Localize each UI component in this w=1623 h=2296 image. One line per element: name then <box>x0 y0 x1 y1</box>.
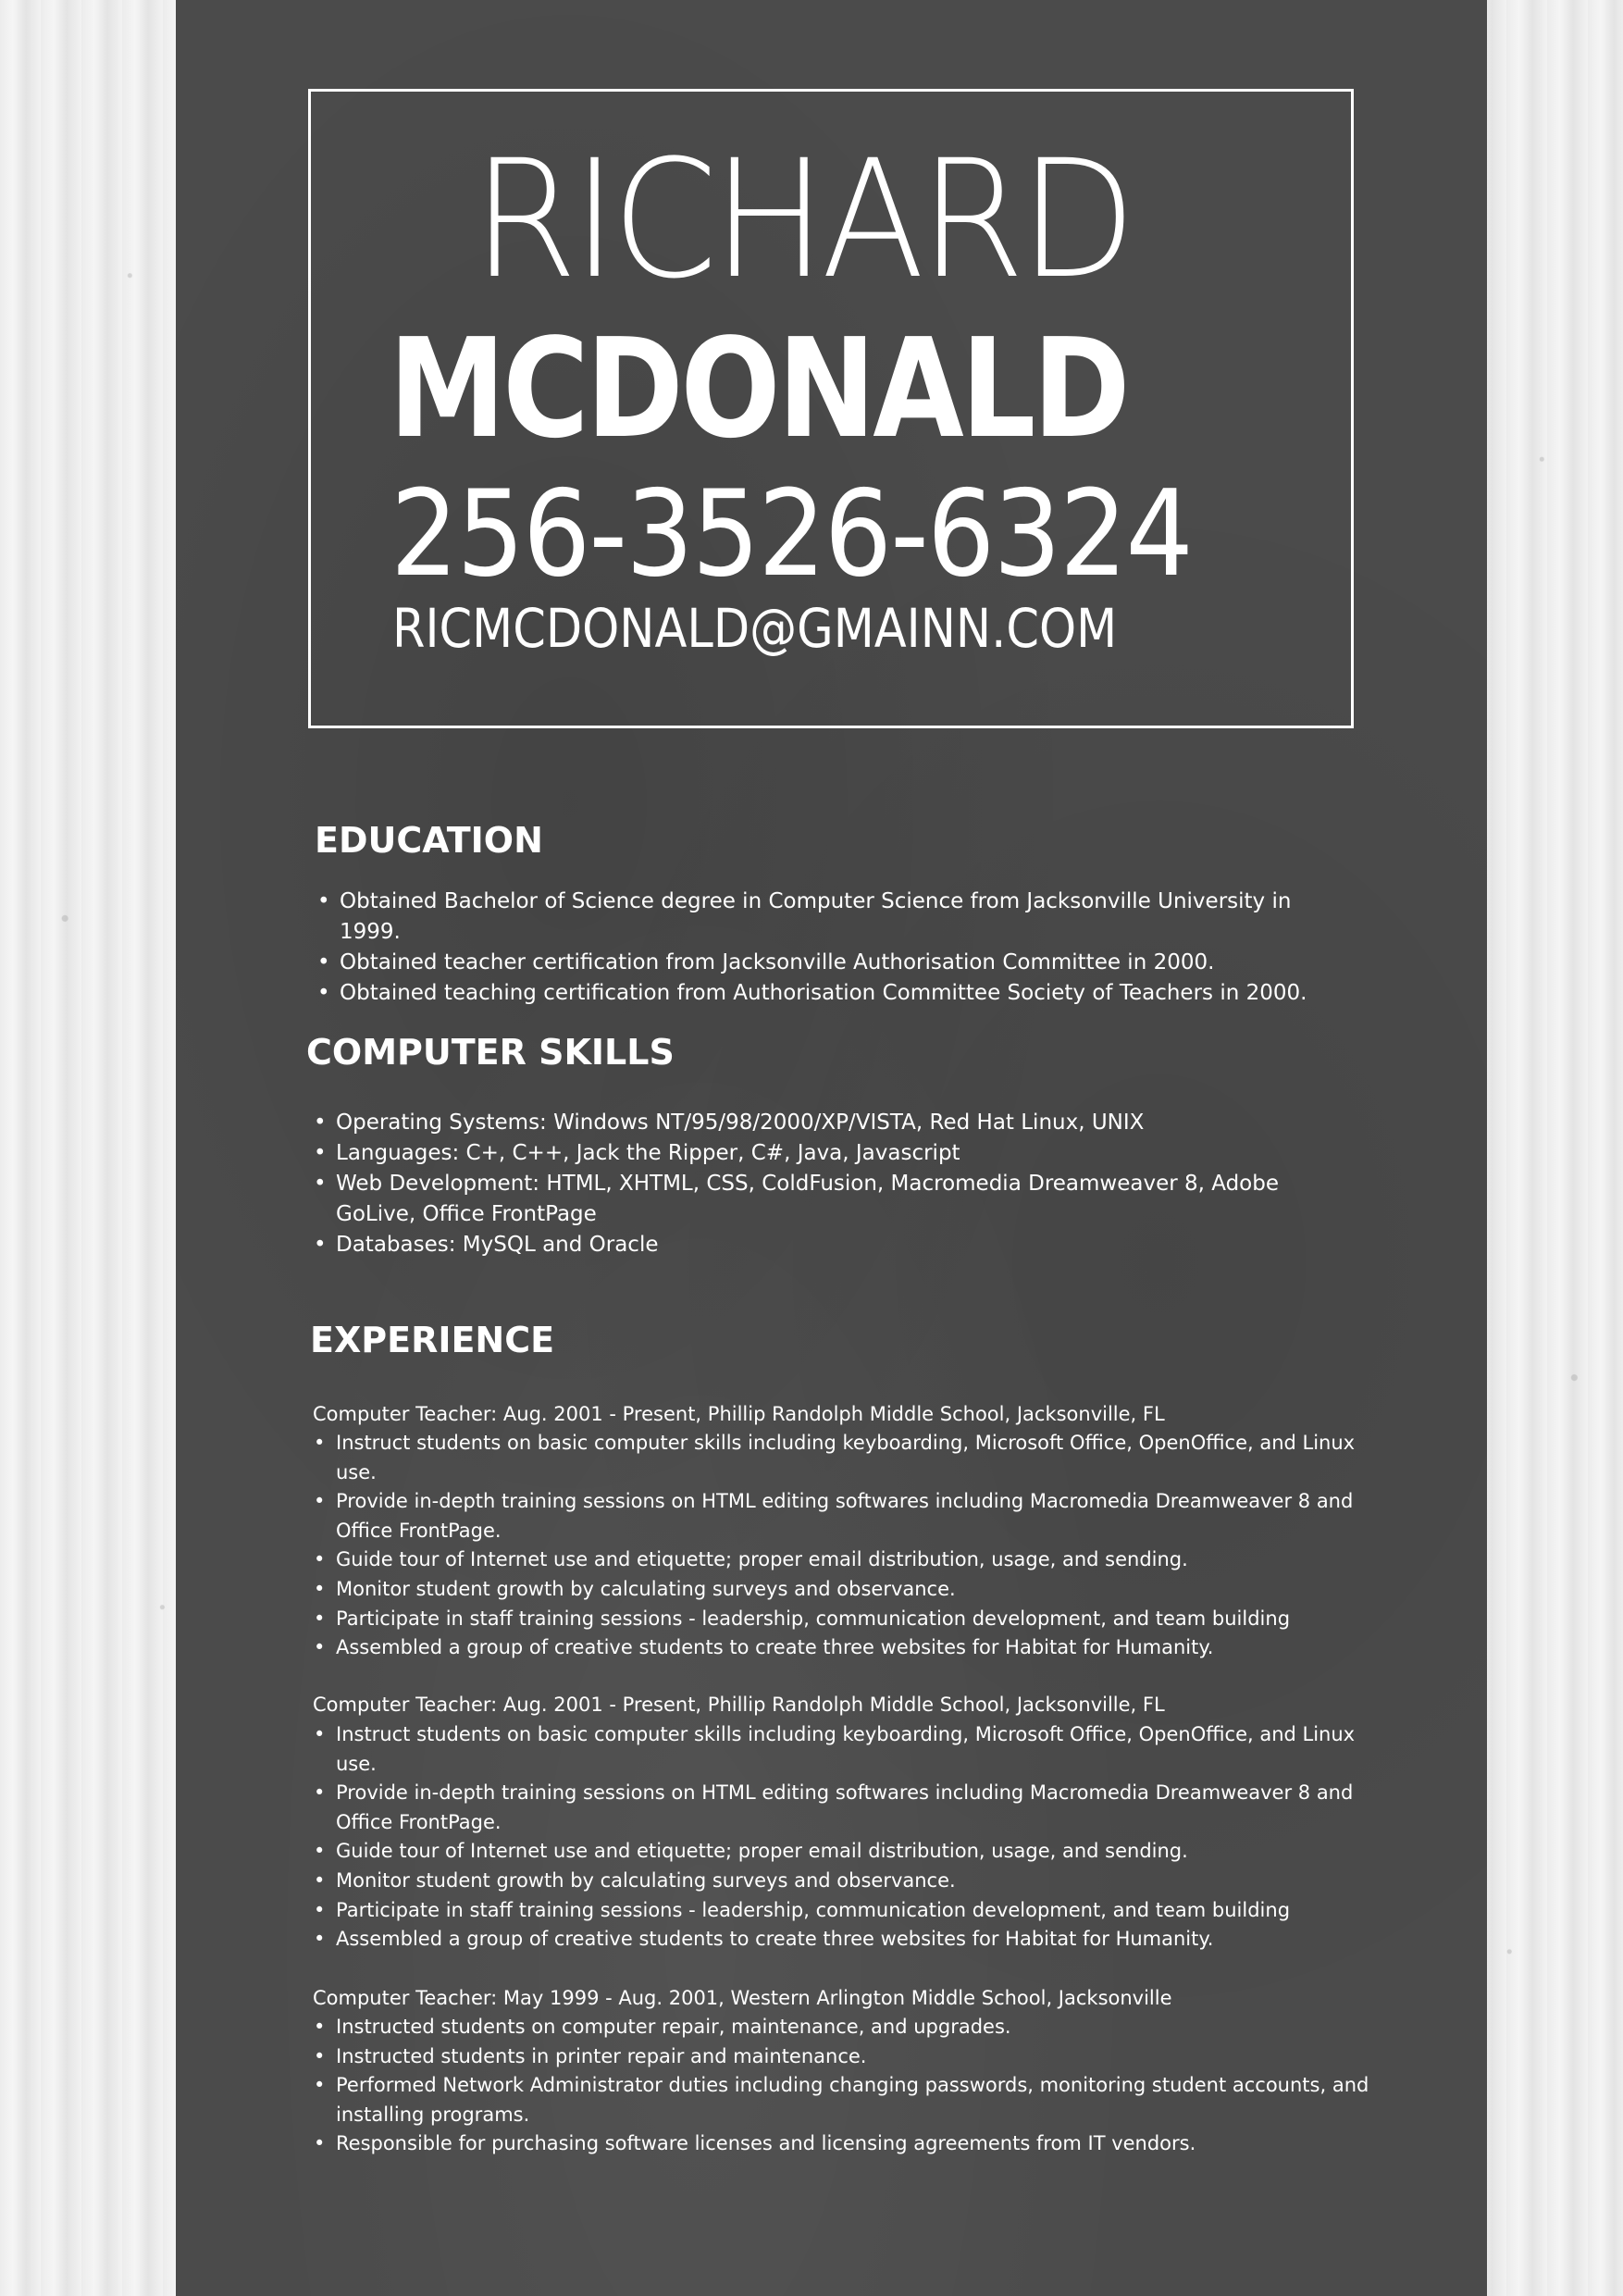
list-item: • Performed Network Administrator duties including changing passwords, monitoring student accounts, and installing programs. <box>336 2071 1400 2129</box>
list-item: • Responsible for purchasing software licenses and licensing agreements from IT vendors. <box>336 2129 1400 2159</box>
job-duties-list <box>312 1720 1400 1955</box>
list-item: • Assembled a group of creative students to create three websites for Habitat for Humanity. <box>336 1633 1400 1663</box>
list-item: • Guide tour of Internet use and etiquette; proper email distribution, usage, and sending. <box>336 1545 1400 1575</box>
list-item: • Monitor student growth by calculating surveys and observance. <box>336 1867 1400 1896</box>
job-title: Computer Teacher: Aug. 2001 - Present, Phillip Randolph Middle School, Jacksonville, FL <box>313 1403 1165 1425</box>
list-item: • Provide in-depth training sessions on HTML editing softwares including Macromedia Dreamweaver 8 and Office FrontPage. <box>336 1779 1400 1837</box>
list-item: • Participate in staff training sessions - leadership, communication development, and team building <box>336 1896 1400 1926</box>
education-heading: EDUCATION <box>315 820 543 861</box>
email-address: RICMCDONALD@GMAINN.COM <box>392 597 1118 660</box>
list-item: • Web Development: HTML, XHTML, CSS, ColdFusion, Macromedia Dreamweaver 8, Adobe GoLive, Office FrontPage <box>336 1169 1335 1230</box>
skills-list <box>312 1108 1335 1260</box>
job-title: Computer Teacher: May 1999 - Aug. 2001, Western Arlington Middle School, Jacksonville <box>313 1987 1172 2009</box>
list-item: • Guide tour of Internet use and etiquette; proper email distribution, usage, and sending. <box>336 1837 1400 1867</box>
list-item: • Instruct students on basic computer skills including keyboarding, Microsoft Office, OpenOffice, and Linux use. <box>336 1429 1400 1487</box>
job-duties-list <box>312 2013 1400 2159</box>
list-item: • Provide in-depth training sessions on HTML editing softwares including Macromedia Dreamweaver 8 and Office FrontPage. <box>336 1487 1400 1545</box>
list-item: • Languages: C+, C++, Jack the Ripper, C#, Java, Javascript <box>336 1138 1335 1169</box>
education-list <box>316 887 1339 1009</box>
last-name: MCDONALD <box>389 309 1128 468</box>
list-item: • Obtained Bachelor of Science degree in Computer Science from Jacksonville University in 1999. <box>340 887 1339 948</box>
list-item: • Assembled a group of creative students to create three websites for Habitat for Humanity. <box>336 1925 1400 1955</box>
experience-heading: EXPERIENCE <box>310 1320 555 1360</box>
list-item: • Databases: MySQL and Oracle <box>336 1230 1335 1260</box>
list-item: • Obtained teaching certification from Authorisation Committee Society of Teachers in 2000. <box>340 978 1339 1009</box>
list-item: • Monitor student growth by calculating surveys and observance. <box>336 1575 1400 1605</box>
job-title: Computer Teacher: Aug. 2001 - Present, Phillip Randolph Middle School, Jacksonville, FL <box>313 1694 1165 1716</box>
list-item: • Instructed students in printer repair and maintenance. <box>336 2042 1400 2072</box>
computer-skills-heading: COMPUTER SKILLS <box>306 1032 675 1073</box>
list-item: • Obtained teacher certification from Jacksonville Authorisation Committee in 2000. <box>340 948 1339 978</box>
job-duties-list <box>312 1429 1400 1663</box>
first-name: RICHARD <box>472 125 1132 315</box>
list-item: • Participate in staff training sessions - leadership, communication development, and team building <box>336 1605 1400 1634</box>
list-item: • Operating Systems: Windows NT/95/98/2000/XP/VISTA, Red Hat Linux, UNIX <box>336 1108 1335 1138</box>
phone-number: 256-3526-6324 <box>390 465 1192 603</box>
list-item: • Instruct students on basic computer skills including keyboarding, Microsoft Office, OpenOffice, and Linux use. <box>336 1720 1400 1779</box>
list-item: • Instructed students on computer repair, maintenance, and upgrades. <box>336 2013 1400 2042</box>
